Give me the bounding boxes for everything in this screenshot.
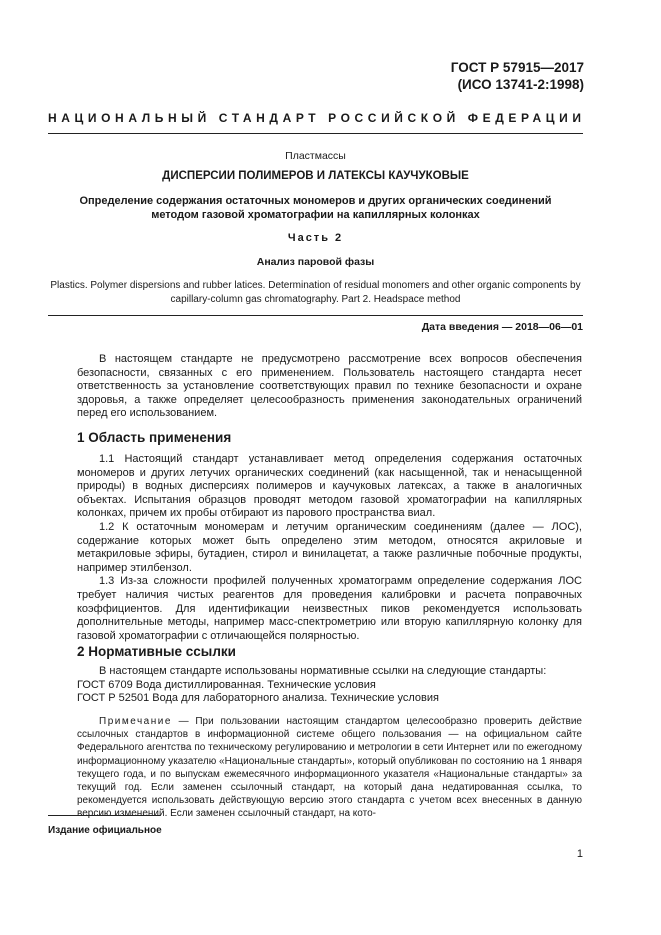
section-1-body (77, 453, 582, 643)
standard-code-block (451, 59, 584, 93)
intro-text: В настоящем стандарте не предусмотрено рассмотрение всех вопросов обеспечения безопасности, связанных с его применением. Пользователь настоящего стандарта несет ответственность за установление соответствующих правил по технике безопасности и охране здоровья, а также определяет целесообразность применения законодательных ограничений перед его использованием. (77, 353, 582, 420)
clause-1-2: 1.2 К остаточным мономерам и летучим органическим соединениям (далее — ЛОС), содержание которых может быть определено этим методом, относятся акриловые и метакриловые эфиры, бутадиен, стирол и винилацетат, а также различные побочные продукты, например этилбензол. (77, 520, 582, 574)
main-title: ДИСПЕРСИИ ПОЛИМЕРОВ И ЛАТЕКСЫ КАУЧУКОВЫЕ (162, 170, 469, 182)
footer-divider (48, 815, 160, 816)
national-standard-title: НАЦИОНАЛЬНЫЙ СТАНДАРТ РОССИЙСКОЙ ФЕДЕРАЦИИ (48, 111, 586, 125)
note-paragraph (77, 715, 582, 821)
official-edition-label: Издание официальное (48, 825, 162, 836)
part-title: Часть 2 (287, 232, 344, 244)
title-divider (48, 315, 583, 316)
definition-line-1: Определение содержания остаточных мономеров и других органических соединений (79, 195, 552, 207)
english-title (48, 279, 583, 306)
category-title: Пластмассы (285, 150, 346, 162)
note-text: — При пользовании настоящим стандартом целесообразно проверить действие ссылочных стандартов в информационной системе общего пользования — на официальном сайте Федерального агентства по техническому регулированию и метрологии в сети Интернет или по ежегодному информационному указателю «Национальные стандарты», который опубликован по состоянию на 1 января текущего года, и по выпускам ежемесячного информационного указателя «Национальные стандарты» за текущий год. Если заменен ссылочный стандарт, на который дана недатированная ссылка, то рекомендуется использовать действующую версию этого стандарта с учетом всех внесенных в данную версию изменений. Если заменен ссылочный стандарт, на кото- (77, 716, 582, 820)
clause-1-1: 1.1 Настоящий стандарт устанавливает метод определения содержания остаточных мономеров и других летучих органических соединений (как насыщенной, так и ненасыщенной природы) в водных дисперсиях полимеров и каучуковых латексах, а также в аналогичных объектах. Испытания образцов проводят методом газовой хроматографии на капиллярных колонках, причем их пробы отбирают из парового пространства виал. (77, 453, 582, 520)
intro-paragraph (77, 353, 582, 421)
reference-gost-6709: ГОСТ 6709 Вода дистиллированная. Технические условия (77, 678, 376, 691)
section-1-heading: 1 Область применения (77, 430, 232, 445)
reference-gost-r-52501: ГОСТ Р 52501 Вода для лабораторного анализа. Технические условия (77, 692, 439, 705)
subtitle: Анализ паровой фазы (256, 256, 375, 268)
definition-title (48, 194, 583, 222)
section-2-heading: 2 Нормативные ссылки (77, 644, 236, 659)
definition-line-2: методом газовой хроматографии на капиллярных колонках (151, 209, 480, 221)
note-label: Примечание (99, 716, 172, 727)
english-line-1: Plastics. Polymer dispersions and rubber latices. Determination of residual monomers and other organic components by (50, 280, 581, 291)
date-of-introduction: Дата введения — 2018—06—01 (421, 321, 583, 333)
clause-1-3: 1.3 Из-за сложности профилей полученных хроматограмм определение содержания ЛОС требует наличия чистых реагентов для проведения калибровки и расчета поправочных коэффициентов. Для идентификации неизвестных пиков рекомендуется использовать дополнительные методы, например масс-спектрометрию или вторую капиллярную колонку для газовой хроматографии с отличающейся полярностью. (77, 575, 582, 642)
header-divider (48, 133, 583, 134)
english-line-2: capillary-column gas chromatography. Part 2. Headspace method (170, 293, 461, 305)
section-2-body (77, 665, 582, 706)
note-block (77, 715, 582, 821)
standard-code: ГОСТ Р 57915—2017 (450, 60, 584, 75)
references-intro: В настоящем стандарте использованы нормативные ссылки на следующие стандарты: (99, 665, 547, 677)
iso-code: (ИСО 13741-2:1998) (457, 77, 584, 92)
page-number: 1 (576, 848, 583, 860)
